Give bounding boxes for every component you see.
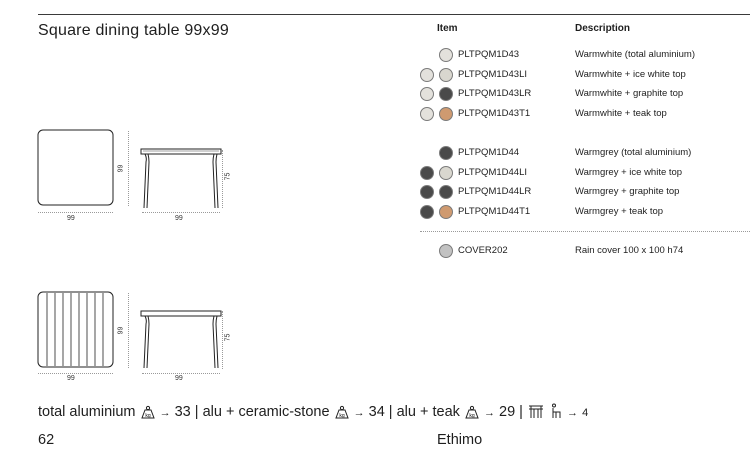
svg-text:kg: kg — [144, 413, 151, 419]
column-header-item: Item — [437, 23, 458, 34]
arrow-glyph: → — [353, 407, 365, 419]
color-swatch-frame — [420, 166, 434, 180]
side-height-label: 75 — [224, 172, 232, 181]
plan-depth-label: 99 — [117, 164, 125, 173]
weight-value: 29 — [499, 404, 516, 420]
item-description: Warmgrey (total aluminium) — [575, 147, 692, 158]
page-number: 62 — [38, 432, 55, 448]
weight-kg-icon — [464, 405, 480, 423]
plan-drawing-top — [36, 128, 120, 224]
color-swatch-frame — [420, 68, 434, 82]
dimension-line — [222, 150, 223, 208]
item-description: Warmwhite (total aluminium) — [575, 49, 696, 60]
item-code: PLTPQM1D43LI — [458, 69, 527, 80]
dimension-line — [38, 212, 113, 213]
side-drawing-top — [138, 140, 228, 214]
svg-text:kg: kg — [338, 413, 345, 419]
side-width-label: 99 — [175, 375, 183, 382]
item-code: COVER202 — [458, 245, 508, 256]
column-header-description: Description — [575, 23, 631, 34]
item-description: Warmgrey + graphite top — [575, 186, 680, 197]
dimension-line — [128, 293, 129, 368]
color-swatch — [439, 48, 453, 62]
item-description: Warmgrey + teak top — [575, 206, 664, 217]
dimension-line — [38, 373, 113, 374]
weight-kg-icon — [334, 405, 350, 423]
item-code: PLTPQM1D43LR — [458, 88, 532, 99]
item-description: Rain cover 100 x 100 h74 — [575, 245, 684, 256]
color-swatch-frame — [420, 87, 434, 101]
arrow-glyph: → — [567, 407, 579, 419]
item-code: PLTPQM1D43T1 — [458, 108, 531, 119]
weights-line — [38, 403, 588, 423]
dimension-line — [142, 373, 220, 374]
color-swatch — [439, 244, 453, 258]
color-swatch-top — [439, 166, 453, 180]
item-code: PLTPQM1D43 — [458, 49, 520, 60]
side-drawing-bottom — [138, 302, 228, 376]
color-swatch-top — [439, 107, 453, 121]
plan-width-label: 99 — [67, 215, 75, 222]
list-divider — [420, 231, 750, 232]
list-item — [0, 106, 750, 122]
list-item — [0, 67, 750, 83]
item-code: PLTPQM1D44T1 — [458, 206, 531, 217]
dimension-line — [128, 131, 129, 206]
arrow-glyph: → — [483, 407, 495, 419]
item-code: PLTPQM1D44LI — [458, 167, 527, 178]
color-swatch-top — [439, 68, 453, 82]
list-item — [0, 86, 750, 102]
separator: | — [519, 404, 523, 420]
color-swatch-frame — [420, 185, 434, 199]
separator: | — [388, 404, 393, 420]
brand-name: Ethimo — [437, 432, 483, 448]
top-rule — [38, 14, 750, 15]
item-code: PLTPQM1D44LR — [458, 186, 532, 197]
item-description: Warmgrey + ice white top — [575, 167, 683, 178]
weight-label: alu + ceramic-stone — [202, 404, 330, 420]
item-code: PLTPQM1D44 — [458, 147, 520, 158]
list-item — [0, 47, 750, 63]
plan-drawing-bottom — [36, 290, 120, 374]
side-height-label: 75 — [224, 333, 232, 342]
item-description: Warmwhite + ice white top — [575, 69, 686, 80]
color-swatch-top — [439, 205, 453, 219]
chair-stack-icon — [549, 403, 563, 423]
stack-value: 4 — [582, 407, 589, 419]
separator: | — [194, 404, 199, 420]
page-title: Square dining table 99x99 — [38, 22, 229, 39]
list-item — [0, 243, 750, 259]
svg-text:kg: kg — [469, 413, 475, 419]
plan-width-label: 99 — [67, 375, 75, 382]
arrow-glyph: → — [159, 407, 171, 419]
color-swatch-top — [439, 87, 453, 101]
weight-value: 33 — [174, 404, 191, 420]
weight-kg-icon — [140, 405, 156, 423]
color-swatch — [439, 146, 453, 160]
dimension-line — [142, 212, 220, 213]
side-width-label: 99 — [175, 215, 183, 222]
plan-depth-label: 99 — [117, 326, 125, 335]
item-description: Warmwhite + teak top — [575, 108, 667, 119]
color-swatch-top — [439, 185, 453, 199]
weight-label: total aluminium — [38, 404, 136, 420]
weight-value: 34 — [368, 404, 385, 420]
color-swatch-frame — [420, 107, 434, 121]
weight-label: alu + teak — [396, 404, 460, 420]
table-stack-icon — [527, 403, 545, 423]
color-swatch-frame — [420, 205, 434, 219]
dimension-line — [222, 311, 223, 369]
item-description: Warmwhite + graphite top — [575, 88, 684, 99]
